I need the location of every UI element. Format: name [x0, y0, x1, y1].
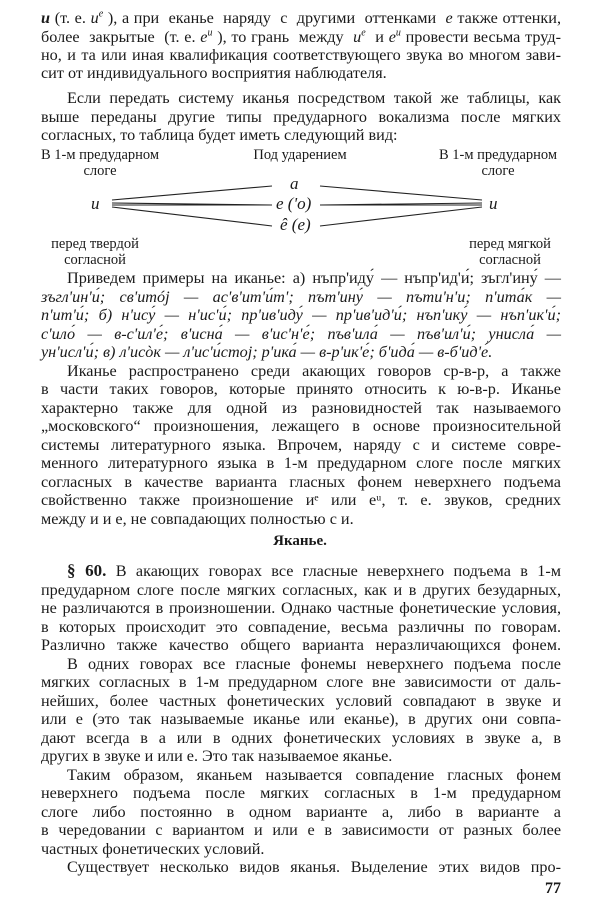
diagram-right-letter: и — [489, 194, 498, 213]
text-line: или е (это так называемые иканье или еканье), в других они совпа- — [41, 710, 561, 728]
text-line: в части таких говоров, которые принято относить к ю-в-р. Иканье — [41, 380, 561, 398]
text-line: более закрытые (т. е. $е^и$ ), то грань между $и^е$ и $е^и$ провести весьма труд- — [41, 27, 561, 46]
diagram-center-header: Под ударением — [253, 147, 347, 163]
text-line: согласных, то таблица будет иметь следующий вид: — [41, 126, 398, 144]
text-line — [67, 562, 561, 580]
text-line: характерно также для одной из разновидностей так называемого — [41, 399, 561, 417]
diagram-center-mid: е ('о) — [276, 194, 312, 213]
text-line: Иканье распространено среди акающих говоров ср-в-р, а также — [67, 362, 561, 380]
line-right-bottom — [320, 207, 482, 226]
footer-line: перед мягкой — [469, 236, 551, 252]
text-line: п'ит'и́; б) н'ису́ — н'ис'и́; пр'ив'иду́ — пр'ив'ид'и́; нъп'ику́ — нъп'ик'и́; — [41, 306, 561, 324]
text-line: с'ило́ — в-с'ил'е́; в'исна́ — в'ис'н'е́; пъв'ила́ — пъв'ил'и́; унисла́ — — [41, 325, 561, 343]
text-line: дают всегда в а или в одних фонетических условиях в звуке а, в — [41, 729, 561, 747]
text-line: и (т. е. $и^е$ ), а при еканье наряду с другими оттенками е также оттенки, — [41, 8, 561, 27]
text-line: Если передать систему иканья посредством такой же таблицы, как — [67, 89, 561, 107]
text-line: согласных в качестве варианта гласных фонем неверхнего подъема — [41, 473, 561, 491]
diagram-right-footer — [450, 236, 570, 268]
text-line: нейших, более частных фонетических условий совпадают в звуке и — [41, 692, 561, 710]
footer-line: согласной — [64, 252, 126, 268]
text-line: В одних говорах все гласные фонемы неверхнего подъема после — [67, 655, 561, 673]
section-heading: Яканье. — [273, 533, 327, 549]
text-line: в чередовании с вариантом и или е в зависимости от разных более — [41, 821, 561, 839]
text-span: В акающих говорах все гласные неверхнего подъема в 1-м — [106, 562, 562, 580]
text-line: свойственно также произношение иᵉ или еᵘ, т. е. звуков, средних — [41, 491, 561, 509]
text-line: Приведем примеры на иканье: а) нъпр'иду́ — нъпр'ид'и́; зъгл'ину́ — — [67, 269, 561, 287]
diagram-center-bottom: ê (е) — [280, 215, 311, 234]
text-line: зъгл'ин'и́; св'итóј — ас'в'ит'и́т'; път'ину́ — пъти'н'и; п'ита́к — — [41, 288, 561, 306]
text-line: предударном слоге после мягких согласных, как и в других безударных, — [41, 581, 561, 599]
text-line: ун'исл'и́; в) л'исòк — л'ис'и́стој; р'ика́ — в-р'ик'е́; б'ида́ — в-б'ид'е́. — [41, 343, 493, 361]
text-line: Существует несколько видов яканья. Выделение этих видов про- — [67, 858, 561, 876]
header-line: В 1-м предударном — [438, 147, 558, 163]
footer-line: перед твердой — [51, 236, 139, 252]
text-line: но, и та или иная квалификация соответствующего звука во многом зави- — [41, 46, 561, 64]
text-line: мягких согласных в 1-м предударном слоге вне зависимости от даль- — [41, 673, 561, 691]
header-line: В 1-м предударном — [40, 147, 160, 163]
text-line: неверхнего подъема после мягких согласных в 1-м предударном — [41, 784, 561, 802]
text-line: не различаются в произношении. Однако частные фонетические условия, — [41, 599, 561, 617]
footer-line: согласной — [479, 252, 541, 268]
diagram-left-letter: и — [91, 194, 100, 213]
diagram-center-top: а — [290, 174, 299, 193]
page-number: 77 — [545, 880, 561, 897]
text-line: менного литературного языка в 1-м предударном слоге после мягких — [41, 454, 561, 472]
section-number: § 60. — [67, 561, 107, 580]
text-line: Таким образом, яканьем называется совпадение гласных фонем — [67, 766, 561, 784]
header-line: слоге — [481, 163, 515, 179]
text-line: Различно также качество общего варианта неразличающихся фонем. — [41, 636, 561, 654]
header-line: слоге — [83, 163, 117, 179]
diagram-left-footer — [30, 236, 160, 268]
text-line: частных фонетических условий. — [41, 840, 265, 858]
text-line: сит от индивидуального восприятия наблюдателя. — [41, 64, 387, 82]
text-line: в которых происходит это совпадение, весьма различны по говорам. — [41, 618, 561, 636]
text-line: выше переданы другие типы предударного вокализма после мягких — [41, 108, 561, 126]
text-line: между и и е, не совпадающих полностью с и. — [41, 510, 354, 528]
text-line: других в звуке и или е. Это так называемое яканье. — [41, 747, 393, 765]
line-left-bottom — [112, 207, 272, 226]
text-line: „московского“ произношения, лежащего в основе произносительной — [41, 417, 561, 435]
line-right-top — [320, 186, 482, 200]
line-left-top — [112, 186, 272, 200]
text-line: слоге либо постоянно в одном варианте а, либо в варианте а — [41, 803, 561, 821]
text-line: системы литературного языка. Впрочем, наряду с и системе совре- — [41, 436, 561, 454]
